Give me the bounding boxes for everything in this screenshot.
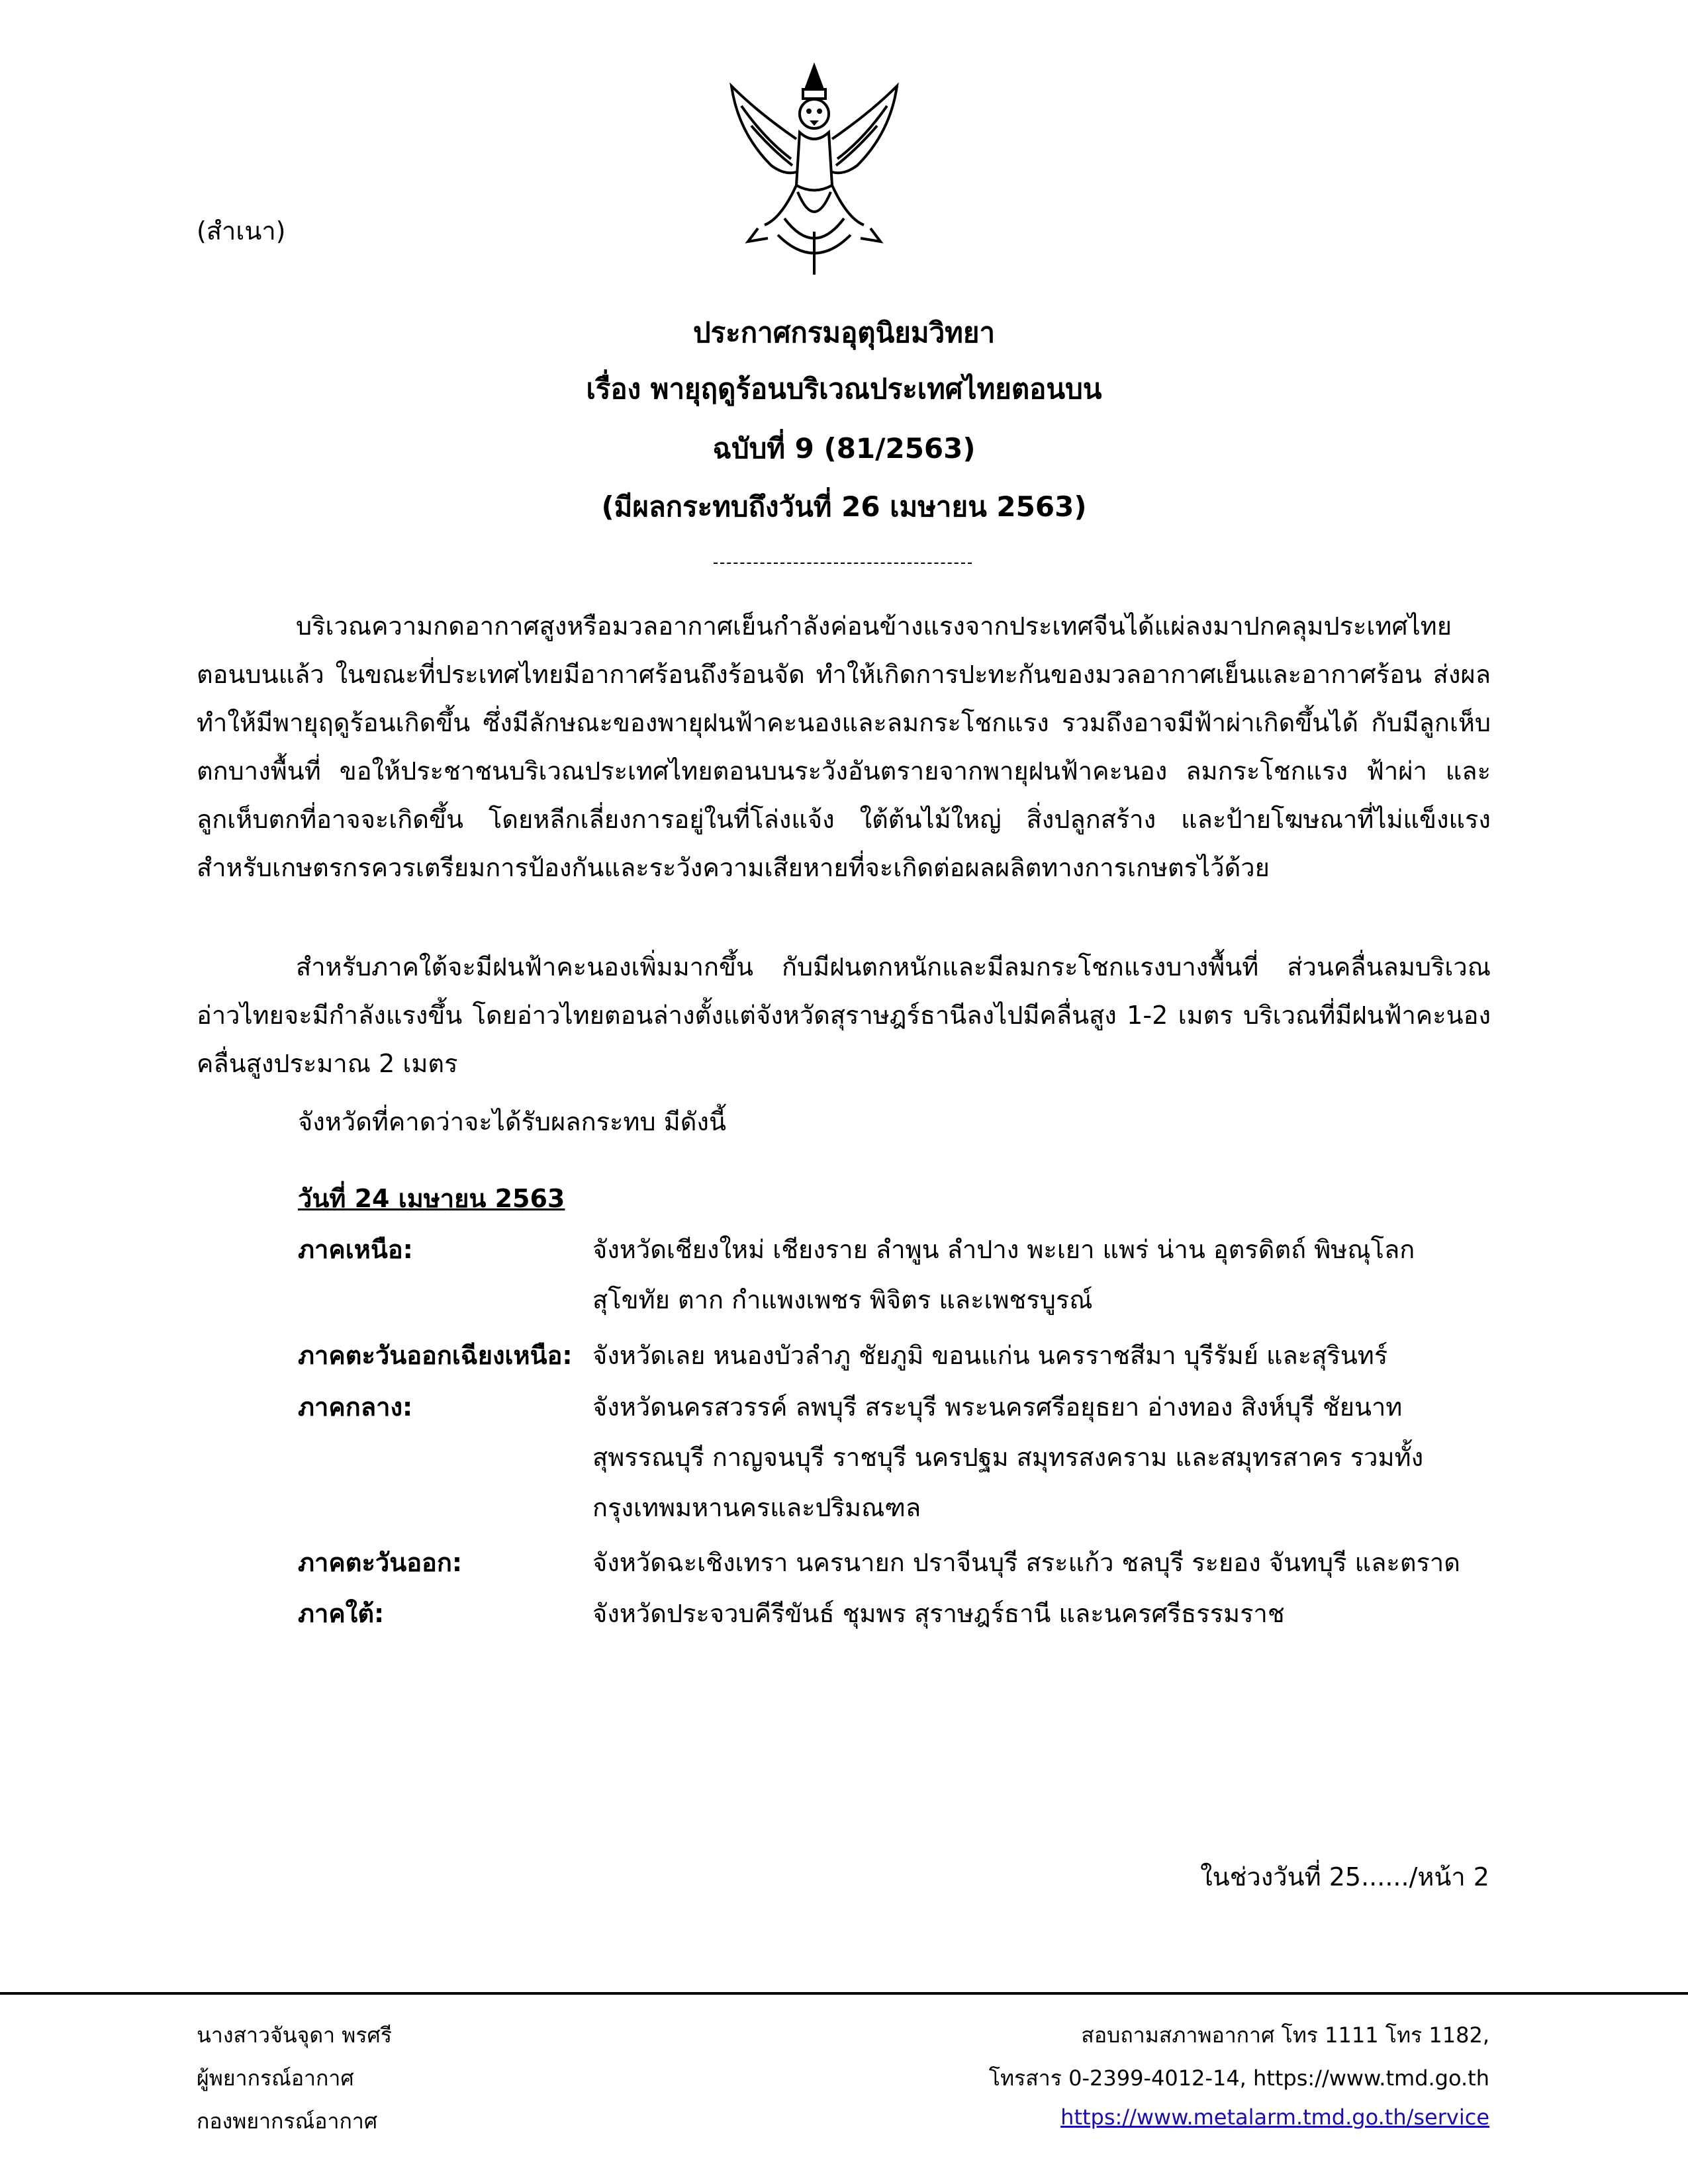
paragraph-southern-region: สำหรับภาคใต้จะมีฝนฟ้าคะนองเพิ่มมากขึ้น กับมีฝนตกหนักและมีลมกระโชกแรงบางพื้นที่ ส่วนคลื่นลมบริเวณอ่าวไทยจะมีกำลังแรงขึ้น โดยอ่าวไทยตอนล่างตั้งแต่จังหวัดสุราษฎร์ธานีลงไปมีคลื่นสูง 1-2 เมตร บริเวณที่มีฝนฟ้าคะนองคลื่นสูงประมาณ 2 เมตร: [197, 952, 1491, 1078]
announcement-issue: ฉบับที่ 9 (81/2563): [712, 432, 976, 465]
announcement-subject: เรื่อง พายุฤดูร้อนบริเวณประเทศไทยตอนบน: [586, 373, 1102, 405]
author-title: ผู้พยากรณ์อากาศ: [197, 2066, 354, 2091]
region-name: ภาคเหนือ:: [298, 1235, 413, 1264]
region-name: ภาคใต้:: [298, 1599, 385, 1628]
copy-mark: (สำเนา): [197, 216, 286, 246]
region-provinces: จังหวัดฉะเชิงเทรา นครนายก ปราจีนบุรี สระแก้ว ชลบุรี ระยอง จันทบุรี และตราด: [592, 1548, 1460, 1577]
region-name: ภาคกลาง:: [298, 1392, 413, 1422]
garuda-emblem-icon: [718, 60, 910, 278]
affected-provinces-intro: จังหวัดที่คาดว่าจะได้รับผลกระทบ มีดังนี้: [298, 1107, 726, 1136]
region-name: ภาคตะวันออก:: [298, 1548, 463, 1577]
footer-divider: [0, 1992, 1688, 1995]
contact-phone: สอบถามสภาพอากาศ โทร 1111 โทร 1182,: [1081, 2023, 1489, 2048]
region-provinces: จังหวัดประจวบคีรีขันธ์ ชุมพร สุราษฎร์ธานี และนครศรีธรรมราช: [592, 1599, 1285, 1628]
region-provinces: จังหวัดนครสวรรค์ ลพบุรี สระบุรี พระนครศรีอยุธยา อ่างทอง สิงห์บุรี ชัยนาท สุพรรณบุรี กาญจนบุรี ราชบุรี นครปฐม สมุทรสงคราม และสมุทรสาคร รวมทั้งกรุงเทพมหานครและปริมณฑล: [592, 1392, 1424, 1522]
metalarm-service-link[interactable]: https://www.metalarm.tmd.go.th/service: [1060, 2105, 1489, 2130]
region-provinces: จังหวัดเลย หนองบัวลำภู ชัยภูมิ ขอนแก่น นครราชสีมา บุรีรัมย์ และสุรินทร์: [592, 1341, 1388, 1370]
continuation-note: ในช่วงวันที่ 25....../หน้า 2: [1200, 1862, 1489, 1891]
contact-fax-website: โทรสาร 0-2399-4012-14, https://www.tmd.go.th: [988, 2066, 1489, 2091]
announcement-title: ประกาศกรมอุตุนิยมวิทยา: [692, 316, 996, 349]
date-heading: วันที่ 24 เมษายน 2563: [298, 1184, 565, 1213]
dashed-separator: [714, 563, 972, 564]
region-name: ภาคตะวันออกเฉียงเหนือ:: [298, 1341, 573, 1370]
announcement-effective-date: (มีผลกระทบถึงวันที่ 26 เมษายน 2563): [601, 490, 1087, 523]
paragraph-weather-situation: บริเวณความกดอากาศสูงหรือมวลอากาศเย็นกำลังค่อนข้างแรงจากประเทศจีนได้แผ่ลงมาปกคลุมประเทศไทยตอนบนแล้ว ในขณะที่ประเทศไทยมีอากาศร้อนถึงร้อนจัด ทำให้เกิดการปะทะกันของมวลอากาศเย็นและอากาศร้อน ส่งผลทำให้มีพายุฤดูร้อนเกิดขึ้น ซึ่งมีลักษณะของพายุฝนฟ้าคะนองและลมกระโชกแรง รวมถึงอาจมีฟ้าผ่าเกิดขึ้นได้ กับมีลูกเห็บตกบางพื้นที่ ขอให้ประชาชนบริเวณประเทศไทยตอนบนระวังอันตรายจากพายุฝนฟ้าคะนอง ลมกระโชกแรง ฟ้าผ่า และลูกเห็บตกที่อาจจะเกิดขึ้น โดยหลีกเลี่ยงการอยู่ในที่โล่งแจ้ง ใต้ต้นไม้ใหญ่ สิ่งปลูกสร้าง และป้ายโฆษณาที่ไม่แข็งแรง สำหรับเกษตรกรควรเตรียมการป้องกันและระวังความเสียหายที่จะเกิดต่อผลผลิตทางการเกษตรไว้ด้วย: [197, 612, 1491, 882]
author-name: นางสาวจันจุดา พรศรี: [197, 2023, 393, 2048]
region-provinces: จังหวัดเชียงใหม่ เชียงราย ลำพูน ลำปาง พะเยา แพร่ น่าน อุตรดิตถ์ พิษณุโลก สุโขทัย ตาก กำแพงเพชร พิจิตร และเพชรบูรณ์: [592, 1235, 1415, 1314]
author-division: กองพยากรณ์อากาศ: [197, 2109, 378, 2134]
